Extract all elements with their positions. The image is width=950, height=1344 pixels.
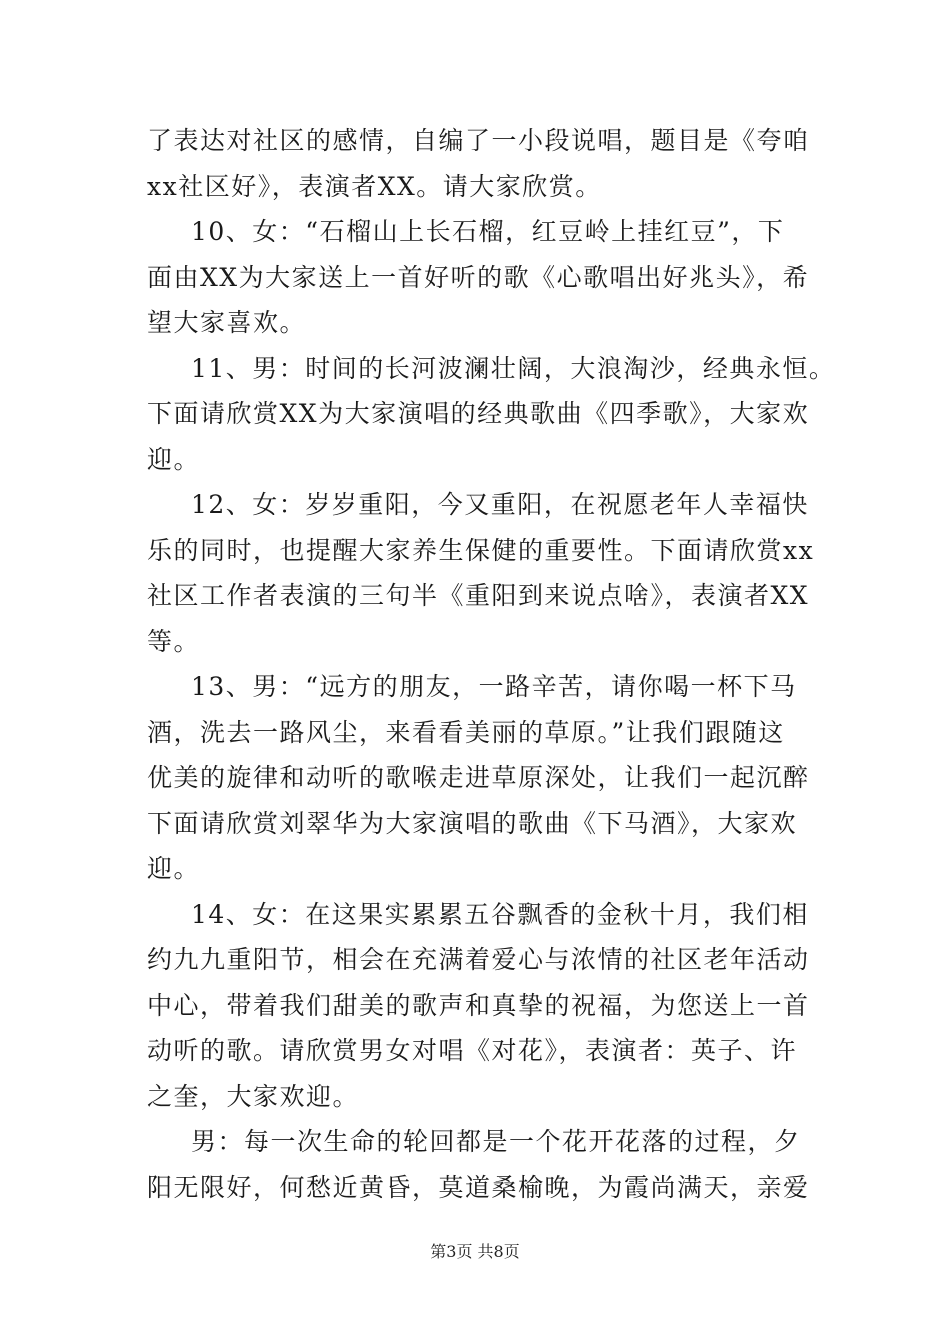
text-line: 社区工作者表演的三句半《重阳到来说点啥》，表演者XX — [147, 581, 810, 610]
text-line: 10、女：“石榴山上长石榴，红豆岭上挂红豆”，下 — [191, 217, 785, 246]
text-line: 迎。 — [147, 854, 201, 883]
text-line: 下面请欣赏XX为大家演唱的经典歌曲《四季歌》，大家欢 — [147, 399, 810, 428]
text-line: 酒，洗去一路风尘，来看看美丽的草原。”让我们跟随这 — [147, 717, 785, 747]
text-line: xx社区好》，表演者XX。请大家欣赏。 — [147, 171, 602, 201]
text-line: 阳无限好，何愁近黄昏，莫道桑榆晚，为霞尚满天，亲爱 — [147, 1172, 810, 1202]
text-line: 下面请欣赏刘翠华为大家演唱的歌曲《下马酒》，大家欢 — [147, 808, 798, 838]
text-line: 望大家喜欢。 — [147, 308, 307, 337]
text-line: 11、男：时间的长河波澜壮阔，大浪淘沙，经典永恒。 — [191, 353, 836, 383]
text-line: 14、女：在这果实累累五谷飘香的金秋十月，我们相 — [191, 899, 809, 929]
text-line: 动听的歌。请欣赏男女对唱《对花》，表演者：英子、许 — [147, 1036, 798, 1065]
text-line: 乐的同时，也提醒大家养生保健的重要性。下面请欣赏xx — [147, 535, 815, 565]
text-line: 面由XX为大家送上一首好听的歌《心歌唱出好兆头》，希 — [147, 262, 810, 292]
text-line: 优美的旋律和动听的歌喉走进草原深处，让我们一起沉醉 — [147, 763, 810, 792]
text-line: 迎。 — [147, 444, 201, 474]
text-line: 男：每一次生命的轮回都是一个花开花落的过程，夕 — [191, 1127, 801, 1156]
text-line: 之奎，大家欢迎。 — [147, 1081, 360, 1111]
page-number-footer: 第3页 共8页 — [430, 1242, 520, 1261]
text-line: 12、女：岁岁重阳，今又重阳，在祝愿老年人幸福快 — [191, 490, 809, 519]
text-line: 约九九重阳节，相会在充满着爱心与浓情的社区老年活动 — [147, 945, 810, 974]
text-line: 等。 — [147, 626, 201, 656]
document-body — [147, 118, 836, 1210]
text-line: 13、男：“远方的朋友，一路辛苦，请你喝一杯下马 — [191, 672, 797, 701]
text-line: 了表达对社区的感情，自编了一小段说唱，题目是《夸咱 — [147, 126, 810, 155]
text-line: 中心，带着我们甜美的歌声和真挚的祝福，为您送上一首 — [147, 990, 810, 1020]
